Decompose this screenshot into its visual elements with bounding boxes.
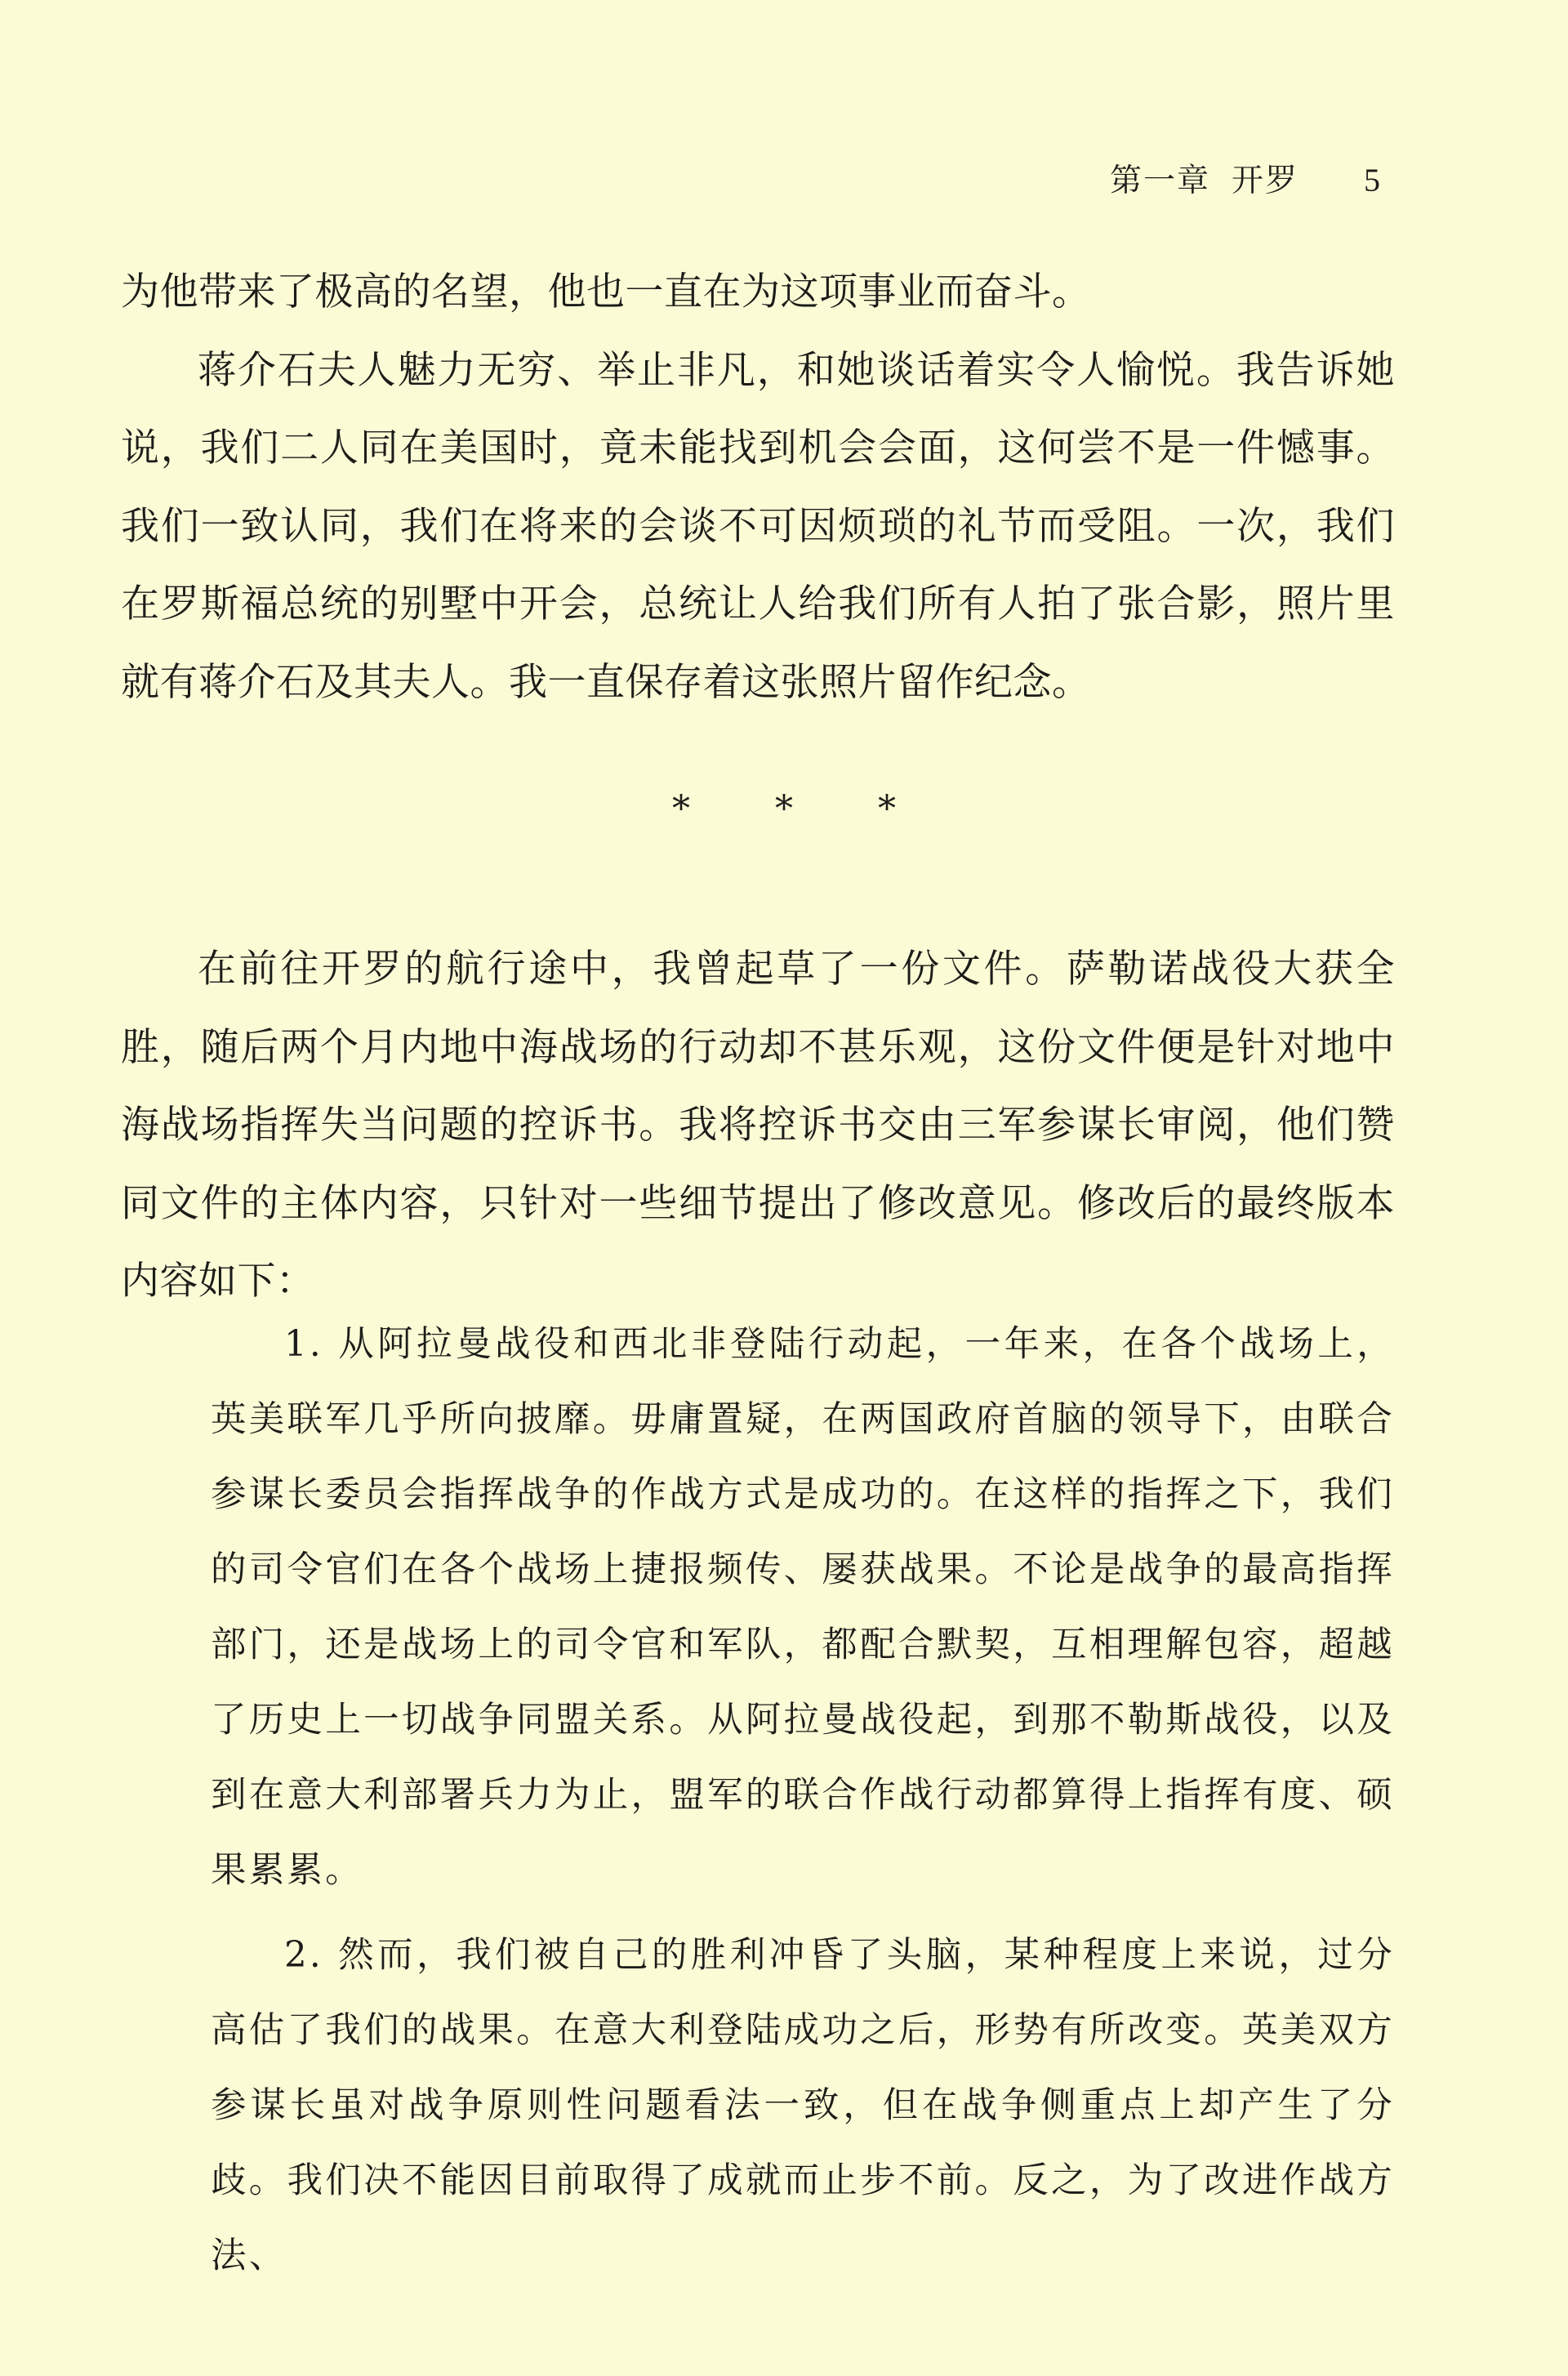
quoted-document — [211, 1307, 1395, 2294]
asterisk: * — [878, 788, 896, 830]
paragraph-cairo-voyage: 在前往开罗的航行途中，我曾起草了一份文件。萨勒诺战役大获全胜，随后两个月内地中海战场的行动却不甚乐观，这份文件便是针对地中海战场指挥失当问题的控诉书。我将控诉书交由三军参谋长审阅，他们赞同文件的主体内容，只针对一些细节提出了修改意见。修改后的最终版本内容如下： — [121, 947, 1395, 1304]
running-header — [1110, 155, 1382, 201]
quoted-item-2: 2. 然而，我们被自己的胜利冲昏了头脑，某种程度上来说，过分高估了我们的战果。在意大利登陆成功之后，形势有所改变。英美双方参谋长虽对战争原则性问题看法一致，但在战争侧重点上却产生了分歧。我们决不能因目前取得了成就而止步不前。反之，为了改进作战方法、 — [211, 1935, 1395, 2276]
paragraph-madame-chiang: 蒋介石夫人魅力无穷、举止非凡，和她谈话着实令人愉悦。我告诉她说，我们二人同在美国时，竟未能找到机会会面，这何尝不是一件憾事。我们一致认同，我们在将来的会谈不可因烦琐的礼节而受阻。一次，我们在罗斯福总统的别墅中开会，总统让人给我们所有人拍了张合影，照片里就有蒋介石及其夫人。我一直保存着这张照片留作纪念。 — [121, 347, 1395, 705]
top-paragraphs — [121, 253, 1395, 721]
chapter-title: 开罗 — [1231, 163, 1298, 199]
quoted-item-1: 1. 从阿拉曼战役和西北非登陆行动起，一年来，在各个战场上，英美联军几乎所向披靡。毋庸置疑，在两国政府首脑的领导下，由联合参谋长委员会指挥战争的作战方式是成功的。在这样的指挥之下，我们的司令官们在各个战场上捷报频传、屡获战果。不论是战争的最高指挥部门，还是战场上的司令官和军队，都配合默契，互相理解包容，超越了历史上一切战争同盟关系。从阿拉曼战役起，到那不勒斯战役，以及到在意大利部署兵力为止，盟军的联合作战行动都算得上指挥有度、硕果累累。 — [211, 1324, 1395, 1891]
asterisk: * — [672, 788, 690, 830]
middle-paragraph-block — [121, 930, 1395, 1321]
asterisk: * — [775, 788, 793, 830]
paragraph-continuation: 为他带来了极高的名望，他也一直在为这项事业而奋斗。 — [121, 270, 1091, 314]
section-separator — [0, 788, 1568, 830]
page-number: 5 — [1364, 162, 1382, 198]
chapter-label: 第一章 — [1109, 163, 1210, 199]
